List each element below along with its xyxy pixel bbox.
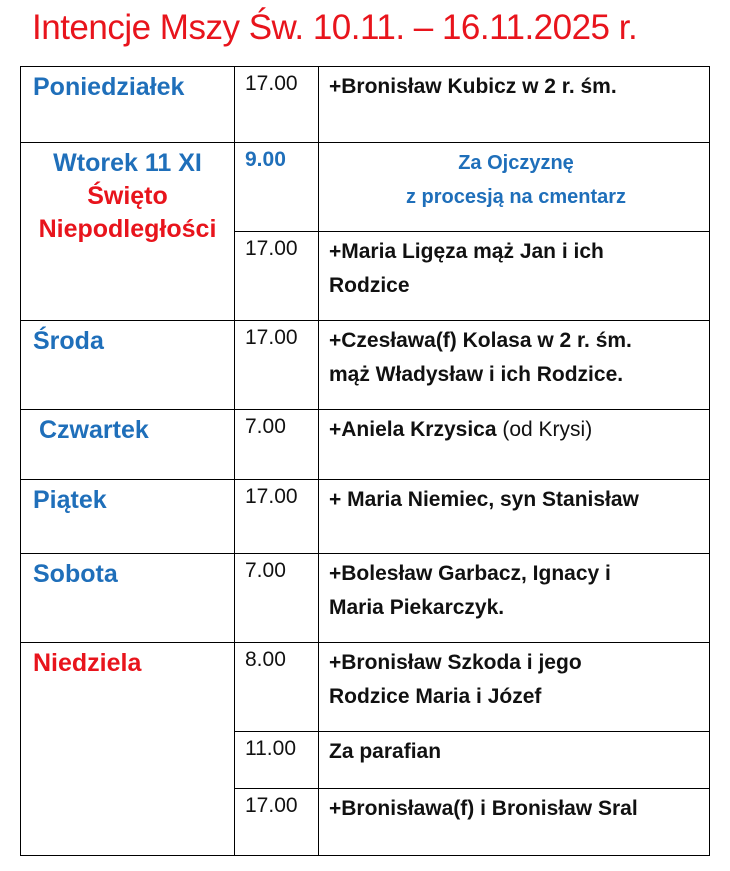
day-cell-friday xyxy=(21,480,235,554)
mass-intention xyxy=(319,554,709,625)
day-name: Środa xyxy=(33,327,104,355)
day-name: Niedziela xyxy=(33,649,142,677)
intention-cell xyxy=(319,232,710,321)
mass-intention xyxy=(319,232,709,303)
intention-cell xyxy=(319,643,710,732)
time-cell xyxy=(235,143,319,232)
table-row xyxy=(21,410,710,480)
page-title: Intencje Mszy Św. 10.11. – 16.11.2025 r. xyxy=(32,8,638,47)
mass-intention: Za parafian xyxy=(329,740,442,763)
intention-line: Maria Piekarczyk. xyxy=(329,596,505,619)
table-row xyxy=(21,643,710,732)
time-cell xyxy=(235,480,319,554)
table-row xyxy=(21,143,710,232)
day-name xyxy=(21,143,234,246)
table-row xyxy=(21,321,710,410)
day-name-line: Wtorek 11 XI xyxy=(53,149,202,177)
mass-time: 8.00 xyxy=(245,648,286,671)
day-cell-wednesday xyxy=(21,321,235,410)
mass-intentions-table xyxy=(20,66,710,856)
intention-line: mąż Władysław i ich Rodzice. xyxy=(329,363,624,386)
intention-line: z procesją na cmentarz xyxy=(405,186,627,208)
intention-line: +Maria Ligęza mąż Jan i ich xyxy=(329,240,604,263)
mass-intention xyxy=(319,321,709,392)
mass-time: 9.00 xyxy=(245,148,286,171)
intention-cell xyxy=(319,789,710,856)
time-cell xyxy=(235,321,319,410)
mass-time: 7.00 xyxy=(245,559,286,582)
day-cell-monday xyxy=(21,67,235,143)
intention-cell xyxy=(319,67,710,143)
day-name: Piątek xyxy=(33,486,107,514)
time-cell xyxy=(235,554,319,643)
time-cell xyxy=(235,643,319,732)
holiday-name-line: Święto xyxy=(87,182,168,210)
mass-time: 11.00 xyxy=(245,737,296,760)
mass-time: 17.00 xyxy=(245,794,298,817)
mass-intention: +Bronisław Kubicz w 2 r. śm. xyxy=(329,75,617,98)
mass-intention xyxy=(319,410,709,447)
intention-cell xyxy=(319,143,710,232)
intention-line: +Bolesław Garbacz, Ignacy i xyxy=(329,562,611,585)
intention-line: Za Ojczyznę xyxy=(458,152,574,174)
mass-time: 17.00 xyxy=(245,237,298,260)
intention-note: (od Krysi) xyxy=(496,418,593,441)
mass-intention xyxy=(319,143,709,214)
mass-intention: +Bronisława(f) i Bronisław Sral xyxy=(329,797,638,820)
day-name: Poniedziałek xyxy=(33,73,185,101)
day-name: Sobota xyxy=(33,560,118,588)
mass-time: 17.00 xyxy=(245,72,298,95)
intention-cell xyxy=(319,554,710,643)
mass-time: 17.00 xyxy=(245,326,298,349)
intention-cell xyxy=(319,732,710,789)
intention-cell xyxy=(319,410,710,480)
table-row xyxy=(21,67,710,143)
mass-intention: + Maria Niemiec, syn Stanisław xyxy=(329,488,639,511)
intention-cell xyxy=(319,321,710,410)
intention-line: Rodzice xyxy=(329,274,410,297)
intention-line: Rodzice Maria i Józef xyxy=(329,685,542,708)
time-cell xyxy=(235,232,319,321)
day-cell-saturday xyxy=(21,554,235,643)
mass-time: 17.00 xyxy=(245,485,298,508)
intention-line: +Czesława(f) Kolasa w 2 r. śm. xyxy=(329,329,632,352)
time-cell xyxy=(235,410,319,480)
intention-text: +Aniela Krzysica xyxy=(329,418,497,441)
holiday-name-line: Niepodległości xyxy=(38,215,217,243)
table-row xyxy=(21,554,710,643)
mass-intention xyxy=(319,643,709,714)
day-name: Czwartek xyxy=(39,416,149,444)
mass-time: 7.00 xyxy=(245,415,286,438)
time-cell xyxy=(235,67,319,143)
time-cell xyxy=(235,789,319,856)
day-cell-thursday xyxy=(21,410,235,480)
time-cell xyxy=(235,732,319,789)
table-row xyxy=(21,480,710,554)
intention-cell xyxy=(319,480,710,554)
day-cell-tuesday xyxy=(21,143,235,321)
day-cell-sunday xyxy=(21,643,235,856)
intention-line: +Bronisław Szkoda i jego xyxy=(329,651,582,674)
